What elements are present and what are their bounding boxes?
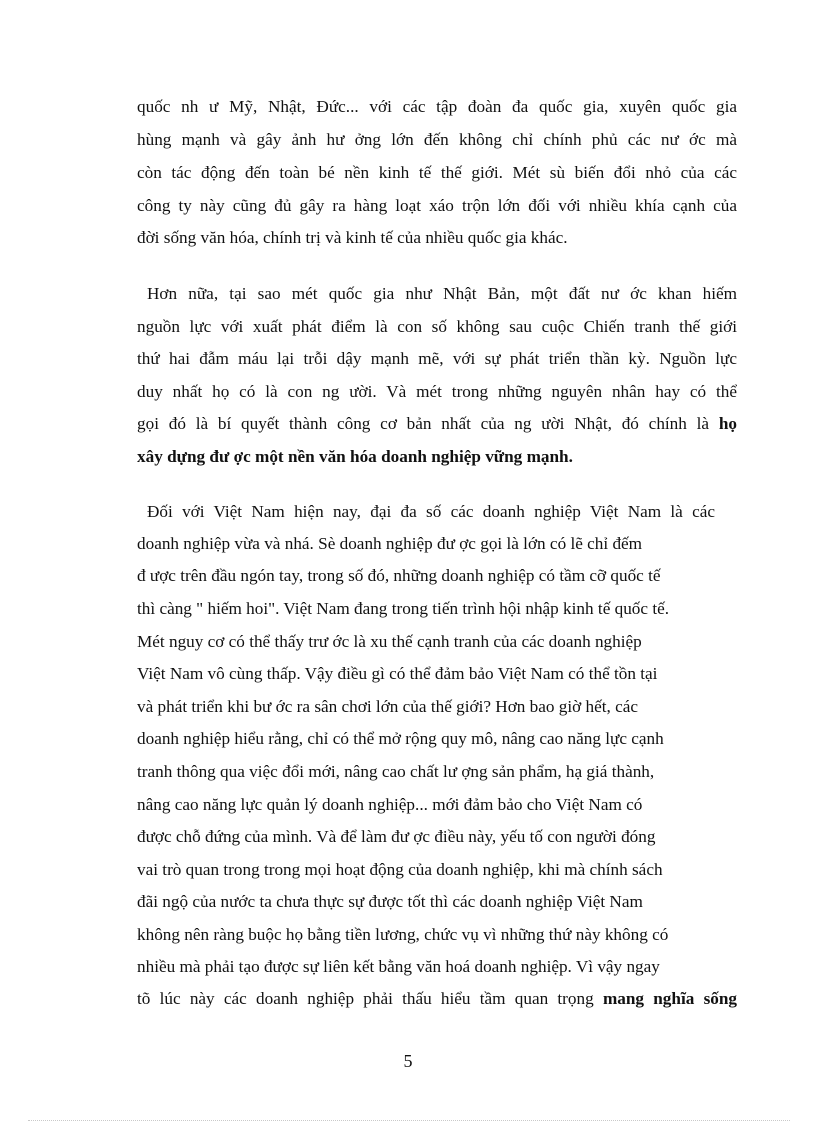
bold-text-run: họ <box>718 414 737 433</box>
text-line: vai trò quan trong trong mọi hoạt động của doanh nghiệp, khi mà chính sách <box>137 860 663 879</box>
text-line: còn tác động đến toàn bé nền kinh tế thế giới. Mét sù biến đổi nhỏ của các <box>137 163 737 182</box>
text-line: tranh thông qua việc đổi mới, nâng cao chất lư ợng sản phẩm, hạ giá thành, <box>137 762 655 781</box>
text-line: quốc nh ư Mỹ, Nhật, Đức... với các tập đoàn đa quốc gia, xuyên quốc gia <box>137 97 737 116</box>
text-line: không nên ràng buộc họ bằng tiền lương, chức vụ vì những thứ này không có <box>137 925 669 944</box>
text-line: doanh nghiệp hiểu rằng, chỉ có thể mở rộng quy mô, nâng cao năng lực cạnh <box>137 729 664 748</box>
text-line: doanh nghiệp vừa và nhá. Sè doanh nghiệp đư ợc gọi là lớn có lẽ chỉ đếm <box>137 534 643 553</box>
text-run: gọi đó là bí quyết thành công cơ bản nhất của ng ười Nhật, đó chính là <box>137 414 710 433</box>
text-line: nâng cao năng lực quản lý doanh nghiệp... mới đảm bảo cho Việt Nam có <box>137 795 643 814</box>
text-line: thứ hai đẫm máu lại trỗi dậy mạnh mẽ, với sự phát triển thần kỳ. Nguồn lực <box>137 349 737 368</box>
footer-divider <box>28 1120 790 1121</box>
text-line: duy nhất họ có là con ng ười. Và mét trong những nguyên nhân hay có thể <box>137 382 737 401</box>
bold-text-run: mang nghĩa sống <box>602 989 737 1008</box>
text-line: thì càng " hiếm hoi". Việt Nam đang trong tiến trình hội nhập kinh tế quốc tế. <box>137 599 670 618</box>
bold-text-line: xây dựng đư ợc một nền văn hóa doanh nghiệp vững mạnh. <box>137 447 573 466</box>
text-line: nhiều mà phải tạo được sự liên kết bằng văn hoá doanh nghiệp. Vì vậy ngay <box>137 957 660 976</box>
text-line: Việt Nam vô cùng thấp. Vậy điều gì có thể đảm bảo Việt Nam có thể tồn tại <box>137 664 658 683</box>
text-line: công ty này cũng đủ gây ra hàng loạt xáo trộn lớn đối với nhiều khía cạnh của <box>137 196 737 215</box>
text-line: đời sống văn hóa, chính trị và kinh tế của nhiều quốc gia khác. <box>137 228 568 247</box>
text-line: nguồn lực với xuất phát điểm là con số không sau cuộc Chiến tranh thế giới <box>137 317 737 336</box>
text-line: Đối với Việt Nam hiện nay, đại đa số các doanh nghiệp Việt Nam là các <box>147 502 715 521</box>
text-line: đ ược trên đầu ngón tay, trong số đó, những doanh nghiệp có tầm cỡ quốc tế <box>137 566 661 585</box>
text-line: hùng mạnh và gây ảnh hư ởng lớn đến không chỉ chính phủ các nư ớc mà <box>137 130 737 149</box>
page-number: 5 <box>403 1051 413 1071</box>
text-line: Mét nguy cơ có thể thấy trư ớc là xu thế cạnh tranh của các doanh nghiệp <box>137 632 642 651</box>
text-line: đãi ngộ của nước ta chưa thực sự được tốt thì các doanh nghiệp Việt Nam <box>137 892 643 911</box>
text-line <box>137 989 737 1009</box>
text-run: tõ lúc này các doanh nghiệp phải thấu hiểu tầm quan trọng <box>137 989 594 1008</box>
text-line: và phát triển khi bư ớc ra sân chơi lớn của thế giới? Hơn bao giờ hết, các <box>137 697 639 716</box>
text-line: Hơn nữa, tại sao mét quốc gia như Nhật Bản, một đất nư ớc khan hiếm <box>147 284 737 303</box>
text-line: được chỗ đứng của mình. Và để làm đư ợc điều này, yếu tố con người đóng <box>137 827 656 846</box>
text-line <box>137 414 737 434</box>
